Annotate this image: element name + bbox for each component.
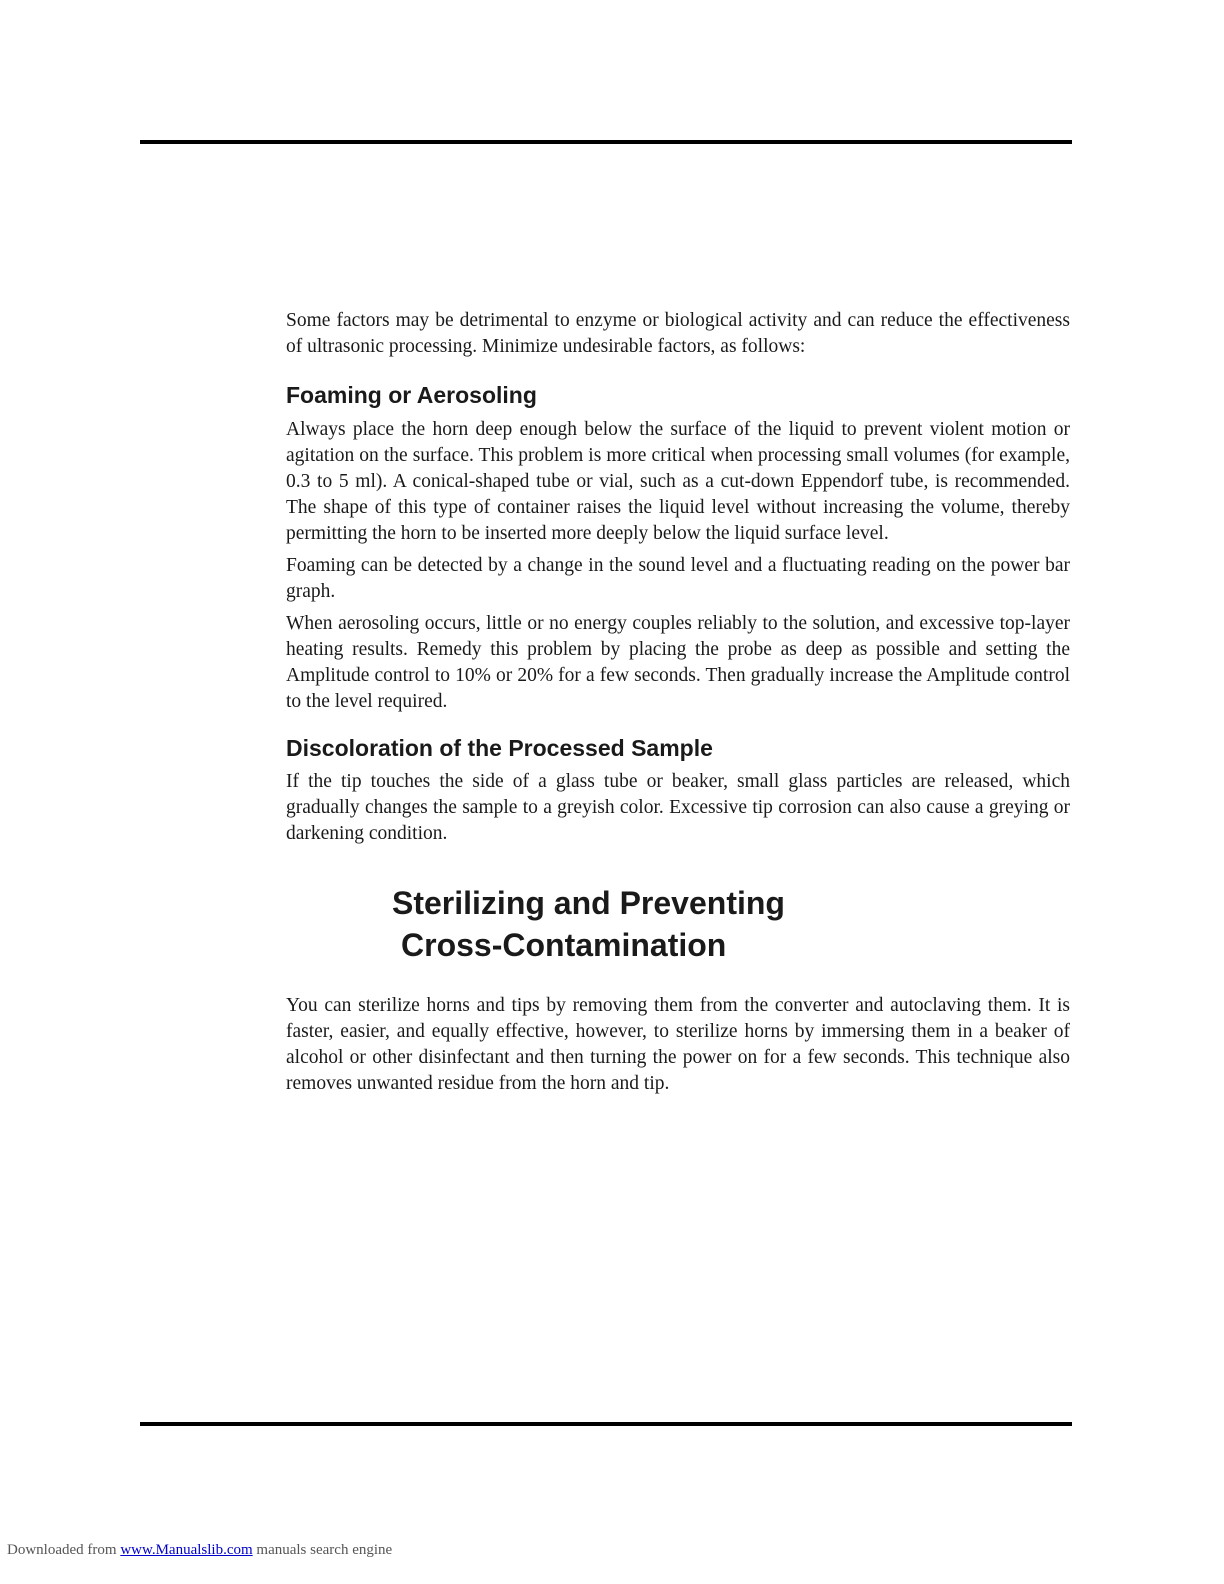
discoloration-heading: Discoloration of the Processed Sample (286, 735, 713, 761)
footer-suffix: manuals search engine (256, 1542, 393, 1558)
manualslib-link[interactable]: www.Manualslib.com (120, 1542, 253, 1558)
discoloration-paragraph: If the tip touches the side of a glass tube or beaker, small glass particles are released, which gradually changes the sample to a greyish color. Excessive tip corrosion can also cause a greying or darkening condition. (286, 771, 1070, 844)
download-footer (7, 1542, 392, 1559)
discoloration-section (286, 733, 1070, 771)
foaming-paragraph-3: When aerosoling occurs, little or no energy couples reliably to the solution, and excessive top-layer heating results. Remedy this problem by placing the probe as deep as possible and setting the Amplitude control to 10% or 20% for a few seconds. Then gradually increase the Amplitude control to the level required. (286, 613, 1070, 712)
foaming-text (286, 417, 1070, 721)
foaming-paragraph-1: Always place the horn deep enough below the surface of the liquid to prevent violent motion or agitation on the surface. This problem is more critical when processing small volumes (for example, 0.3 to 5 ml). A conical-shaped tube or vial, such as a cut-down Eppendorf tube, is recommended. The shape of this type of container raises the liquid level without increasing the volume, thereby permitting the horn to be inserted more deeply below the liquid surface level. (286, 419, 1070, 544)
sterilizing-text (286, 993, 1070, 1103)
section-title-line-2: Cross-Contamination (401, 927, 727, 963)
discoloration-text (286, 769, 1070, 853)
section-title (392, 882, 992, 966)
top-rule (140, 140, 1072, 144)
footer-prefix: Downloaded from (7, 1542, 117, 1558)
foaming-paragraph-2: Foaming can be detected by a change in the sound level and a fluctuating reading on the power bar graph. (286, 555, 1070, 602)
intro-block (286, 308, 1070, 366)
foaming-heading: Foaming or Aerosoling (286, 382, 537, 408)
foaming-section (286, 380, 1070, 418)
section-title-line-1: Sterilizing and Preventing (392, 885, 785, 921)
sterilizing-paragraph: You can sterilize horns and tips by removing them from the converter and autoclaving them. It is faster, easier, and equally effective, however, to sterilize horns by immersing them in a beaker of alcohol or other disinfectant and then turning the power on for a few seconds. This technique also removes unwanted residue from the horn and tip. (286, 995, 1070, 1094)
bottom-rule (140, 1422, 1072, 1426)
intro-paragraph: Some factors may be detrimental to enzyme or biological activity and can reduce the effectiveness of ultrasonic processing. Minimize undesirable factors, as follows: (286, 310, 1070, 357)
